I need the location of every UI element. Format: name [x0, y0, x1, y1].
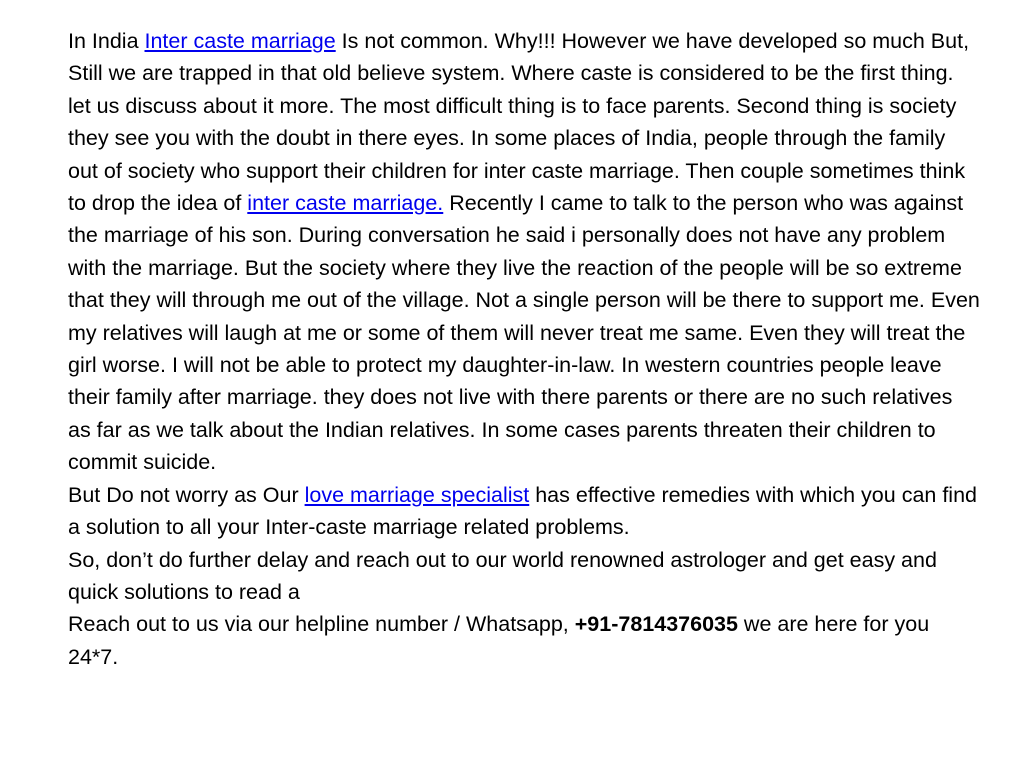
phone-number: +91-7814376035	[574, 612, 738, 637]
text-segment: Recently I came to talk to the person who was against the marriage of his son. During conversation he said i personally does not have any problem with the marriage. But the society where they live the reaction of the people will be so extreme that they will through me out of the village. Not a single person will be there to support me. Even my relatives will laugh at me or some of them will never treat me same. Even they will treat the girl worse. I will not be able to protect my daughter-in-law. In western countries people leave their family after marriage. they does not live with there parents or there are no such relatives as far as we talk about the Indian relatives. In some cases parents threaten their children to commit suicide.	[68, 191, 980, 475]
text-segment: In India	[68, 29, 145, 53]
link-love-marriage-specialist[interactable]: love marriage specialist	[304, 482, 530, 507]
slide-body	[68, 25, 980, 673]
text-segment: Is not common. Why!!! However we have developed so much But, Still we are trapped in that old believe system. Where caste is considered to be the first thing. let us discuss about it more. The most difficult thing is to face parents. Second thing is society they see you with the doubt in there eyes. In some places of India, people through the family out of society who support their children for inter caste marriage. Then couple sometimes think to drop the idea of	[68, 29, 970, 216]
text-segment: we are here for you 24*7.	[68, 612, 930, 669]
paragraph-call-to-action	[68, 544, 980, 609]
paragraph-specialist	[68, 479, 980, 544]
paragraph-contact	[68, 608, 980, 673]
link-inter-caste-marriage-2[interactable]: inter caste marriage.	[247, 191, 444, 216]
text-segment: So, don’t do further delay and reach out to our world renowned astrologer and get easy and quick solutions to read a	[68, 547, 937, 604]
text-segment: Reach out to us via our helpline number / Whatsapp,	[68, 612, 575, 637]
text-segment: But Do not worry as Our	[68, 482, 305, 507]
paragraph-intro	[68, 25, 980, 479]
text-segment: has effective remedies with which you can find a solution to all your Inter-caste marriage related problems.	[68, 482, 978, 540]
link-inter-caste-marriage[interactable]: Inter caste marriage	[144, 29, 336, 53]
